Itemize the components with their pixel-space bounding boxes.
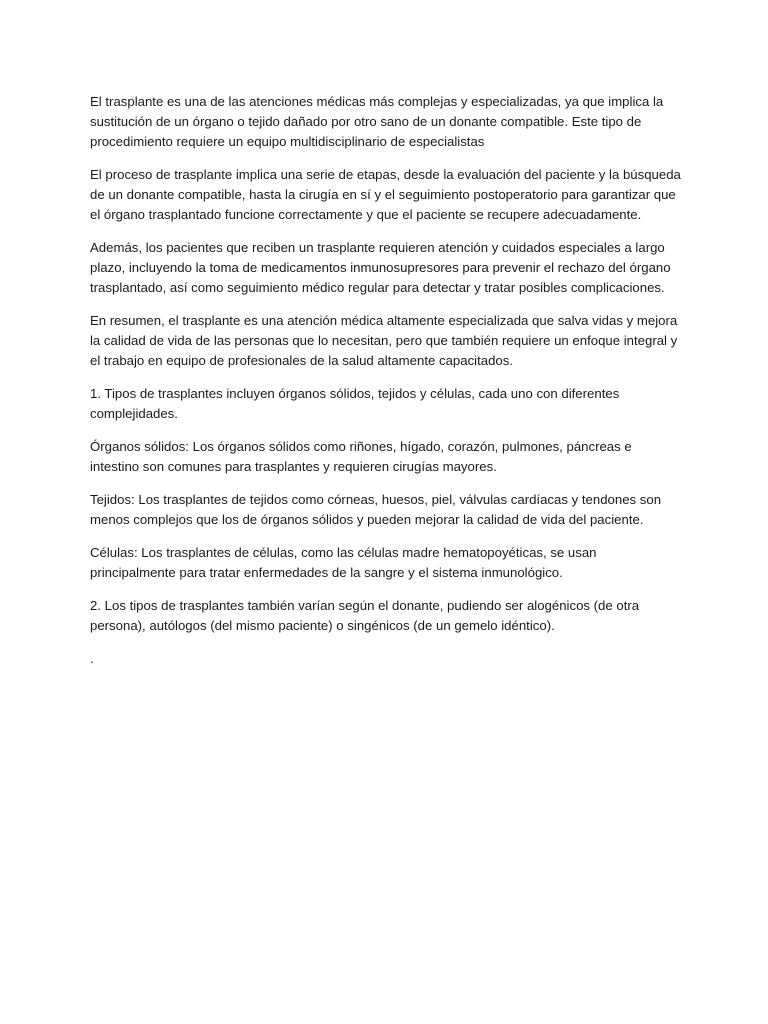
paragraph-types-list-1: 1. Tipos de trasplantes incluyen órganos sólidos, tejidos y células, cada uno con diferentes complejidades. xyxy=(90,386,620,421)
paragraph-process: El proceso de trasplante implica una serie de etapas, desde la evaluación del paciente y la búsqueda de un donante compatible, hasta la cirugía en sí y el seguimiento postoperatorio para garantizar que el órgano trasplantado funcione correctamente y que el paciente se recupere adecuadamente. xyxy=(90,167,681,222)
document-body xyxy=(90,92,682,682)
paragraph-long-term-care: Además, los pacientes que reciben un trasplante requieren atención y cuidados especiales a largo plazo, incluyendo la toma de medicamentos inmunosupresores para prevenir el rechazo del órgano trasplantado, así como seguimiento médico regular para detectar y tratar posibles complicaciones. xyxy=(90,240,671,295)
paragraph-types-list-2: 2. Los tipos de trasplantes también varían según el donante, pudiendo ser alogénicos (de otra persona), autólogos (del mismo paciente) o singénicos (de un gemelo idéntico). xyxy=(90,598,640,633)
paragraph-intro: El trasplante es una de las atenciones médicas más complejas y especializadas, ya que implica la sustitución de un órgano o tejido dañado por otro sano de un donante compatible. Este tipo de procedimiento requiere un equipo multidisciplinario de especialistas xyxy=(90,94,664,149)
paragraph-period: . xyxy=(90,651,94,666)
paragraph-solid-organs: Órganos sólidos: Los órganos sólidos como riñones, hígado, corazón, pulmones, páncreas e intestino son comunes para trasplantes y requieren cirugías mayores. xyxy=(90,439,632,474)
paragraph-tissues: Tejidos: Los trasplantes de tejidos como córneas, huesos, piel, válvulas cardíacas y tendones son menos complejos que los de órganos sólidos y pueden mejorar la calidad de vida del paciente. xyxy=(90,492,662,527)
paragraph-cells: Células: Los trasplantes de células, como las células madre hematopoyéticas, se usan principalmente para tratar enfermedades de la sangre y el sistema inmunológico. xyxy=(90,545,597,580)
paragraph-summary: En resumen, el trasplante es una atención médica altamente especializada que salva vidas y mejora la calidad de vida de las personas que lo necesitan, pero que también requiere un enfoque integral y el trabajo en equipo de profesionales de la salud altamente capacitados. xyxy=(90,313,678,368)
